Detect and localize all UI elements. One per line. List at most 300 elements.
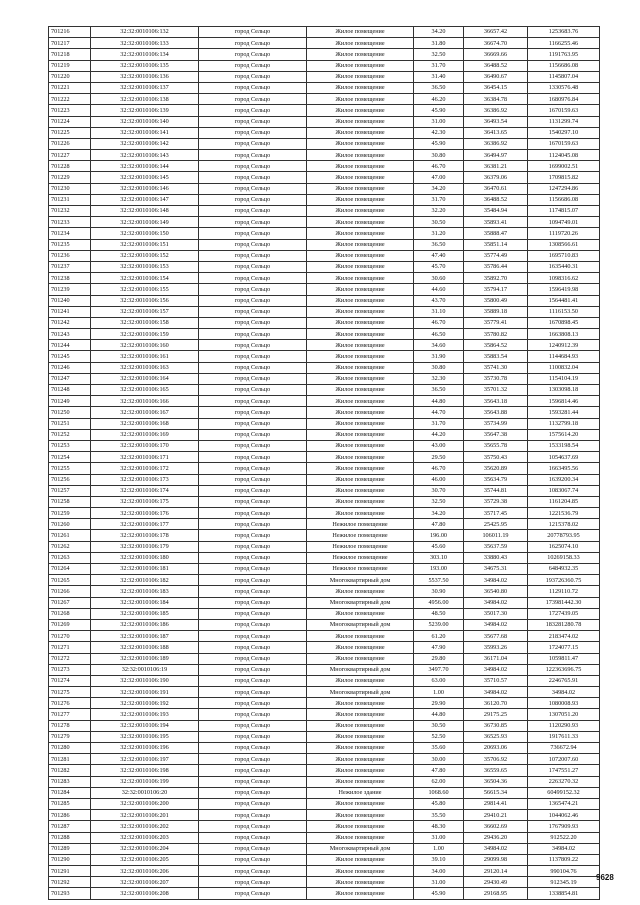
table-cell: Жилое помещение (307, 49, 414, 60)
table-cell: город Сельцо (199, 843, 307, 854)
table-cell: 62.00 (414, 776, 464, 787)
table-cell: город Сельцо (199, 373, 307, 384)
table-cell: Жилое помещение (307, 709, 414, 720)
table-cell: 1072007.60 (528, 754, 600, 765)
table-cell: 30.60 (414, 273, 464, 284)
table-row (49, 776, 600, 787)
table-cell: Жилое помещение (307, 698, 414, 709)
table-cell: 36454.15 (464, 82, 528, 93)
table-row (49, 698, 600, 709)
table-cell: Жилое помещение (307, 340, 414, 351)
table-cell: 44.80 (414, 396, 464, 407)
table-cell: город Сельцо (199, 306, 307, 317)
table-cell: 701273 (49, 664, 91, 675)
table-row (49, 127, 600, 138)
table-cell: 1540297.10 (528, 127, 600, 138)
table-row (49, 329, 600, 340)
table-cell: 193.00 (414, 564, 464, 575)
table-cell: 32:32:0010106:169 (91, 429, 199, 440)
table-cell: Жилое помещение (307, 385, 414, 396)
table-cell: Нежилое помещение (307, 552, 414, 563)
table-cell: Жилое помещение (307, 172, 414, 183)
table-cell: Жилое помещение (307, 217, 414, 228)
table-cell: город Сельцо (199, 619, 307, 630)
table-cell: 32:32:0010106:144 (91, 161, 199, 172)
table-cell: 32:32:0010106:187 (91, 631, 199, 642)
table-cell: 52.50 (414, 731, 464, 742)
table-row (49, 541, 600, 552)
table-cell: Жилое помещение (307, 631, 414, 642)
table-cell: 1124045.08 (528, 150, 600, 161)
table-cell: 701240 (49, 295, 91, 306)
table-cell: 32:32:0010106:19 (91, 664, 199, 675)
table-cell: 2263270.32 (528, 776, 600, 787)
table-row (49, 94, 600, 105)
table-cell: 701225 (49, 127, 91, 138)
table-cell: город Сельцо (199, 239, 307, 250)
table-cell: Нежилое помещение (307, 530, 414, 541)
table-cell: 701255 (49, 463, 91, 474)
table-cell: Нежилое помещение (307, 564, 414, 575)
table-cell: 25425.95 (464, 519, 528, 530)
table-cell: 32:32:0010106:203 (91, 832, 199, 843)
table-cell: 1098316.62 (528, 273, 600, 284)
table-cell: 1156686.08 (528, 194, 600, 205)
table-cell: 701236 (49, 250, 91, 261)
table-cell: 48.50 (414, 608, 464, 619)
table-cell: 1308566.61 (528, 239, 600, 250)
table-cell: город Сельцо (199, 94, 307, 105)
table-cell: город Сельцо (199, 340, 307, 351)
table-cell: 32:32:0010106:200 (91, 798, 199, 809)
table-row (49, 530, 600, 541)
table-row (49, 564, 600, 575)
table-cell: город Сельцо (199, 49, 307, 60)
table-cell: 32:32:0010106:163 (91, 362, 199, 373)
table-cell: 701218 (49, 49, 91, 60)
table-cell: 31.10 (414, 306, 464, 317)
table-row (49, 787, 600, 798)
table-cell: Жилое помещение (307, 60, 414, 71)
table-cell: город Сельцо (199, 541, 307, 552)
table-cell: город Сельцо (199, 127, 307, 138)
table-cell: 1166255.46 (528, 38, 600, 49)
table-cell: 32:32:0010106:158 (91, 317, 199, 328)
table-cell: 32:32:0010106:186 (91, 619, 199, 630)
table-cell: город Сельцо (199, 597, 307, 608)
table-cell: 701243 (49, 329, 91, 340)
table-cell: 701250 (49, 407, 91, 418)
table-row (49, 429, 600, 440)
table-cell: Жилое помещение (307, 94, 414, 105)
table-row (49, 183, 600, 194)
table-cell: Жилое помещение (307, 396, 414, 407)
table-cell: город Сельцо (199, 418, 307, 429)
table-cell: 34.60 (414, 340, 464, 351)
table-cell: город Сельцо (199, 172, 307, 183)
table-cell: 31.70 (414, 194, 464, 205)
table-row (49, 720, 600, 731)
table-cell: 34.20 (414, 183, 464, 194)
table-cell: Жилое помещение (307, 273, 414, 284)
table-cell: город Сельцо (199, 631, 307, 642)
table-cell: 32:32:0010106:167 (91, 407, 199, 418)
table-cell: 701261 (49, 530, 91, 541)
table-cell: город Сельцо (199, 743, 307, 754)
table-cell: 701241 (49, 306, 91, 317)
table-row (49, 843, 600, 854)
table-cell: 122363696.75 (528, 664, 600, 675)
table-cell: 1253683.76 (528, 27, 600, 38)
table-cell: 20778793.95 (528, 530, 600, 541)
table-cell: 34984.02 (464, 619, 528, 630)
table-cell: 701235 (49, 239, 91, 250)
table-cell: 36504.36 (464, 776, 528, 787)
table-cell: город Сельцо (199, 463, 307, 474)
table-cell: 35774.49 (464, 250, 528, 261)
table-cell: 1699002.51 (528, 161, 600, 172)
table-cell: 32:32:0010106:146 (91, 183, 199, 194)
table-cell: 56615.34 (464, 787, 528, 798)
table-cell: 1330576.48 (528, 82, 600, 93)
table-cell: 32:32:0010106:173 (91, 474, 199, 485)
table-cell: 32:32:0010106:188 (91, 642, 199, 653)
table-row (49, 172, 600, 183)
table-cell: 60499152.32 (528, 787, 600, 798)
table-cell: 1129110.72 (528, 586, 600, 597)
table-cell: 1.00 (414, 843, 464, 854)
table-row (49, 340, 600, 351)
table-cell: 32:32:0010106:189 (91, 653, 199, 664)
table-cell: 32:32:0010106:151 (91, 239, 199, 250)
table-cell: 701272 (49, 653, 91, 664)
table-cell: 20693.06 (464, 743, 528, 754)
table-cell: 1145807.04 (528, 71, 600, 82)
table-cell: Жилое помещение (307, 329, 414, 340)
table-row (49, 261, 600, 272)
table-cell: город Сельцо (199, 385, 307, 396)
table-cell: 701245 (49, 351, 91, 362)
table-cell: 701292 (49, 877, 91, 888)
table-cell: 701279 (49, 731, 91, 742)
table-cell: 33880.43 (464, 552, 528, 563)
table-cell: 36730.85 (464, 720, 528, 731)
table-cell: 35800.49 (464, 295, 528, 306)
table-cell: город Сельцо (199, 687, 307, 698)
page-number: 9628 (596, 873, 614, 882)
table-cell: 701229 (49, 172, 91, 183)
table-cell: 32:32:0010106:206 (91, 866, 199, 877)
table-cell: 32:32:0010106:181 (91, 564, 199, 575)
table-cell: 701233 (49, 217, 91, 228)
table-cell: город Сельцо (199, 485, 307, 496)
table-cell: город Сельцо (199, 228, 307, 239)
table-cell: Жилое помещение (307, 116, 414, 127)
table-cell: 35677.68 (464, 631, 528, 642)
table-cell: 32.50 (414, 496, 464, 507)
table-cell: Жилое помещение (307, 284, 414, 295)
table-cell: город Сельцо (199, 116, 307, 127)
table-cell: Жилое помещение (307, 731, 414, 742)
table-cell: 1639200.34 (528, 474, 600, 485)
table-row (49, 407, 600, 418)
table-cell: Жилое помещение (307, 351, 414, 362)
table-cell: 43.70 (414, 295, 464, 306)
table-cell: 990104.76 (528, 866, 600, 877)
table-cell: 1724077.15 (528, 642, 600, 653)
table-cell: 701270 (49, 631, 91, 642)
table-cell: город Сельцо (199, 564, 307, 575)
table-row (49, 116, 600, 127)
table-cell: 29168.95 (464, 888, 528, 899)
table-cell: 1767909.93 (528, 821, 600, 832)
table-cell: 32:32:0010106:20 (91, 787, 199, 798)
table-cell: 1137809.22 (528, 854, 600, 865)
table-cell: 35851.14 (464, 239, 528, 250)
table-cell: Жилое помещение (307, 295, 414, 306)
table-cell: 34984.02 (464, 687, 528, 698)
table-row (49, 832, 600, 843)
table-row (49, 631, 600, 642)
table-cell: 32:32:0010106:174 (91, 485, 199, 496)
table-cell: 35864.52 (464, 340, 528, 351)
table-cell: 701221 (49, 82, 91, 93)
table-cell: Жилое помещение (307, 82, 414, 93)
table-cell: 32:32:0010106:177 (91, 519, 199, 530)
table-cell: 35637.59 (464, 541, 528, 552)
table-cell: 701291 (49, 866, 91, 877)
table-cell: 35.50 (414, 810, 464, 821)
table-cell: 701251 (49, 418, 91, 429)
table-cell: Нежилое помещение (307, 519, 414, 530)
table-cell: Жилое помещение (307, 877, 414, 888)
table-cell: 32:32:0010106:153 (91, 261, 199, 272)
table-cell: город Сельцо (199, 250, 307, 261)
table-row (49, 351, 600, 362)
table-cell: 36.50 (414, 82, 464, 93)
table-cell: 701252 (49, 429, 91, 440)
table-cell: город Сельцо (199, 194, 307, 205)
table-cell: 701264 (49, 564, 91, 575)
table-cell: 35889.18 (464, 306, 528, 317)
table-row (49, 284, 600, 295)
table-cell: Жилое помещение (307, 38, 414, 49)
table-cell: 35734.99 (464, 418, 528, 429)
table-cell: 701258 (49, 496, 91, 507)
table-cell: 701263 (49, 552, 91, 563)
table-cell: Жилое помещение (307, 183, 414, 194)
table-cell: 701220 (49, 71, 91, 82)
table-cell: 32:32:0010106:176 (91, 508, 199, 519)
table-cell: 701237 (49, 261, 91, 272)
table-cell: 32:32:0010106:182 (91, 575, 199, 586)
table-cell: 32:32:0010106:183 (91, 586, 199, 597)
table-row (49, 765, 600, 776)
table-cell: 1625074.10 (528, 541, 600, 552)
table-cell: 32:32:0010106:197 (91, 754, 199, 765)
table-cell: Жилое помещение (307, 418, 414, 429)
table-cell: Многоквартирный дом (307, 687, 414, 698)
table-cell: город Сельцо (199, 787, 307, 798)
table-cell: Жилое помещение (307, 586, 414, 597)
table-cell: город Сельцо (199, 866, 307, 877)
table-cell: 34.20 (414, 27, 464, 38)
table-row (49, 228, 600, 239)
table-cell: 36379.06 (464, 172, 528, 183)
table-cell: 32:32:0010106:132 (91, 27, 199, 38)
table-cell: 36.50 (414, 385, 464, 396)
table-row (49, 866, 600, 877)
table-cell: 1593281.44 (528, 407, 600, 418)
table-cell: 35741.30 (464, 362, 528, 373)
table-cell: 701293 (49, 888, 91, 899)
table-cell: Жилое помещение (307, 71, 414, 82)
table-cell: 1247294.86 (528, 183, 600, 194)
registry-table (48, 26, 600, 900)
table-cell: Жилое помещение (307, 228, 414, 239)
table-cell: 35892.70 (464, 273, 528, 284)
table-cell: Многоквартирный дом (307, 664, 414, 675)
table-cell: 47.40 (414, 250, 464, 261)
table-row (49, 150, 600, 161)
table-cell: 701246 (49, 362, 91, 373)
table-cell: город Сельцо (199, 396, 307, 407)
table-cell: 29814.41 (464, 798, 528, 809)
table-cell: 736672.94 (528, 743, 600, 754)
table-cell: 31.80 (414, 38, 464, 49)
table-cell: 32:32:0010106:202 (91, 821, 199, 832)
table-cell: 32:32:0010106:208 (91, 888, 199, 899)
table-cell: 701287 (49, 821, 91, 832)
table-cell: 173981442.30 (528, 597, 600, 608)
table-cell: Жилое помещение (307, 105, 414, 116)
table-cell: 701256 (49, 474, 91, 485)
table-cell: город Сельцо (199, 206, 307, 217)
table-row (49, 418, 600, 429)
table-cell: город Сельцо (199, 27, 307, 38)
table-cell: 32:32:0010106:147 (91, 194, 199, 205)
table-row (49, 82, 600, 93)
table-cell: 1154104.19 (528, 373, 600, 384)
table-cell: 31.00 (414, 116, 464, 127)
table-cell: 32:32:0010106:191 (91, 687, 199, 698)
table-cell: 701278 (49, 720, 91, 731)
table-cell: 1670898.45 (528, 317, 600, 328)
table-cell: 36384.78 (464, 94, 528, 105)
table-cell: 30.80 (414, 362, 464, 373)
table-cell: Жилое помещение (307, 474, 414, 485)
table-cell: 36494.97 (464, 150, 528, 161)
table-cell: 1080008.93 (528, 698, 600, 709)
table-row (49, 273, 600, 284)
table-cell: 45.90 (414, 138, 464, 149)
table-cell: Многоквартирный дом (307, 597, 414, 608)
table-cell: 1747551.27 (528, 765, 600, 776)
table-cell: 32:32:0010106:152 (91, 250, 199, 261)
table-cell: 701228 (49, 161, 91, 172)
table-cell: 701275 (49, 687, 91, 698)
table-cell: 47.90 (414, 642, 464, 653)
table-cell: Жилое помещение (307, 754, 414, 765)
table-cell: 31.70 (414, 418, 464, 429)
table-cell: 1044062.46 (528, 810, 600, 821)
table-cell: 35706.92 (464, 754, 528, 765)
table-cell: 1132799.18 (528, 418, 600, 429)
table-cell: 43.00 (414, 440, 464, 451)
table-cell: 36488.52 (464, 194, 528, 205)
table-cell: город Сельцо (199, 608, 307, 619)
table-cell: 701230 (49, 183, 91, 194)
table-cell: 36493.54 (464, 116, 528, 127)
table-row (49, 821, 600, 832)
table-cell: Жилое помещение (307, 306, 414, 317)
table-cell: 32:32:0010106:155 (91, 284, 199, 295)
table-cell: 29430.49 (464, 877, 528, 888)
table-cell: 36413.65 (464, 127, 528, 138)
table-cell: 46.50 (414, 329, 464, 340)
table-cell: 701239 (49, 284, 91, 295)
table-cell: 701268 (49, 608, 91, 619)
table-cell: город Сельцо (199, 798, 307, 809)
table-cell: 35729.38 (464, 496, 528, 507)
table-cell: 701232 (49, 206, 91, 217)
table-cell: 34984.02 (528, 843, 600, 854)
table-cell: 35710.57 (464, 675, 528, 686)
table-cell: 701217 (49, 38, 91, 49)
table-cell: Многоквартирный дом (307, 843, 414, 854)
table-cell: 701219 (49, 60, 91, 71)
table-row (49, 396, 600, 407)
table-cell: город Сельцо (199, 765, 307, 776)
table-row (49, 754, 600, 765)
table-cell: Жилое помещение (307, 440, 414, 451)
table-cell: город Сельцо (199, 273, 307, 284)
table-cell: 32:32:0010106:178 (91, 530, 199, 541)
table-cell: 701259 (49, 508, 91, 519)
table-cell: 34984.02 (464, 843, 528, 854)
table-row (49, 317, 600, 328)
table-cell: город Сельцо (199, 82, 307, 93)
table-cell: Жилое помещение (307, 161, 414, 172)
table-cell: 32:32:0010106:194 (91, 720, 199, 731)
table-cell: 35643.88 (464, 407, 528, 418)
table-cell: Жилое помещение (307, 821, 414, 832)
table-cell: 1564481.41 (528, 295, 600, 306)
table-row (49, 306, 600, 317)
table-cell: 46.00 (414, 474, 464, 485)
table-cell: Жилое помещение (307, 866, 414, 877)
table-cell: 701249 (49, 396, 91, 407)
table-cell: 1240912.39 (528, 340, 600, 351)
table-cell: 5239.00 (414, 619, 464, 630)
table-cell: 30.00 (414, 754, 464, 765)
table-cell: 912345.19 (528, 877, 600, 888)
table-cell: 61.20 (414, 631, 464, 642)
table-cell: 44.20 (414, 429, 464, 440)
table-cell: город Сельцо (199, 675, 307, 686)
table-cell: 701269 (49, 619, 91, 630)
table-cell: Жилое помещение (307, 508, 414, 519)
table-cell: город Сельцо (199, 217, 307, 228)
table-cell: 32:32:0010106:145 (91, 172, 199, 183)
table-cell: 701231 (49, 194, 91, 205)
table-cell: 32:32:0010106:175 (91, 496, 199, 507)
table-cell: 701281 (49, 754, 91, 765)
table-cell: 32:32:0010106:150 (91, 228, 199, 239)
table-cell: 48.30 (414, 821, 464, 832)
table-cell: город Сельцо (199, 530, 307, 541)
table-cell: 32:32:0010106:134 (91, 49, 199, 60)
